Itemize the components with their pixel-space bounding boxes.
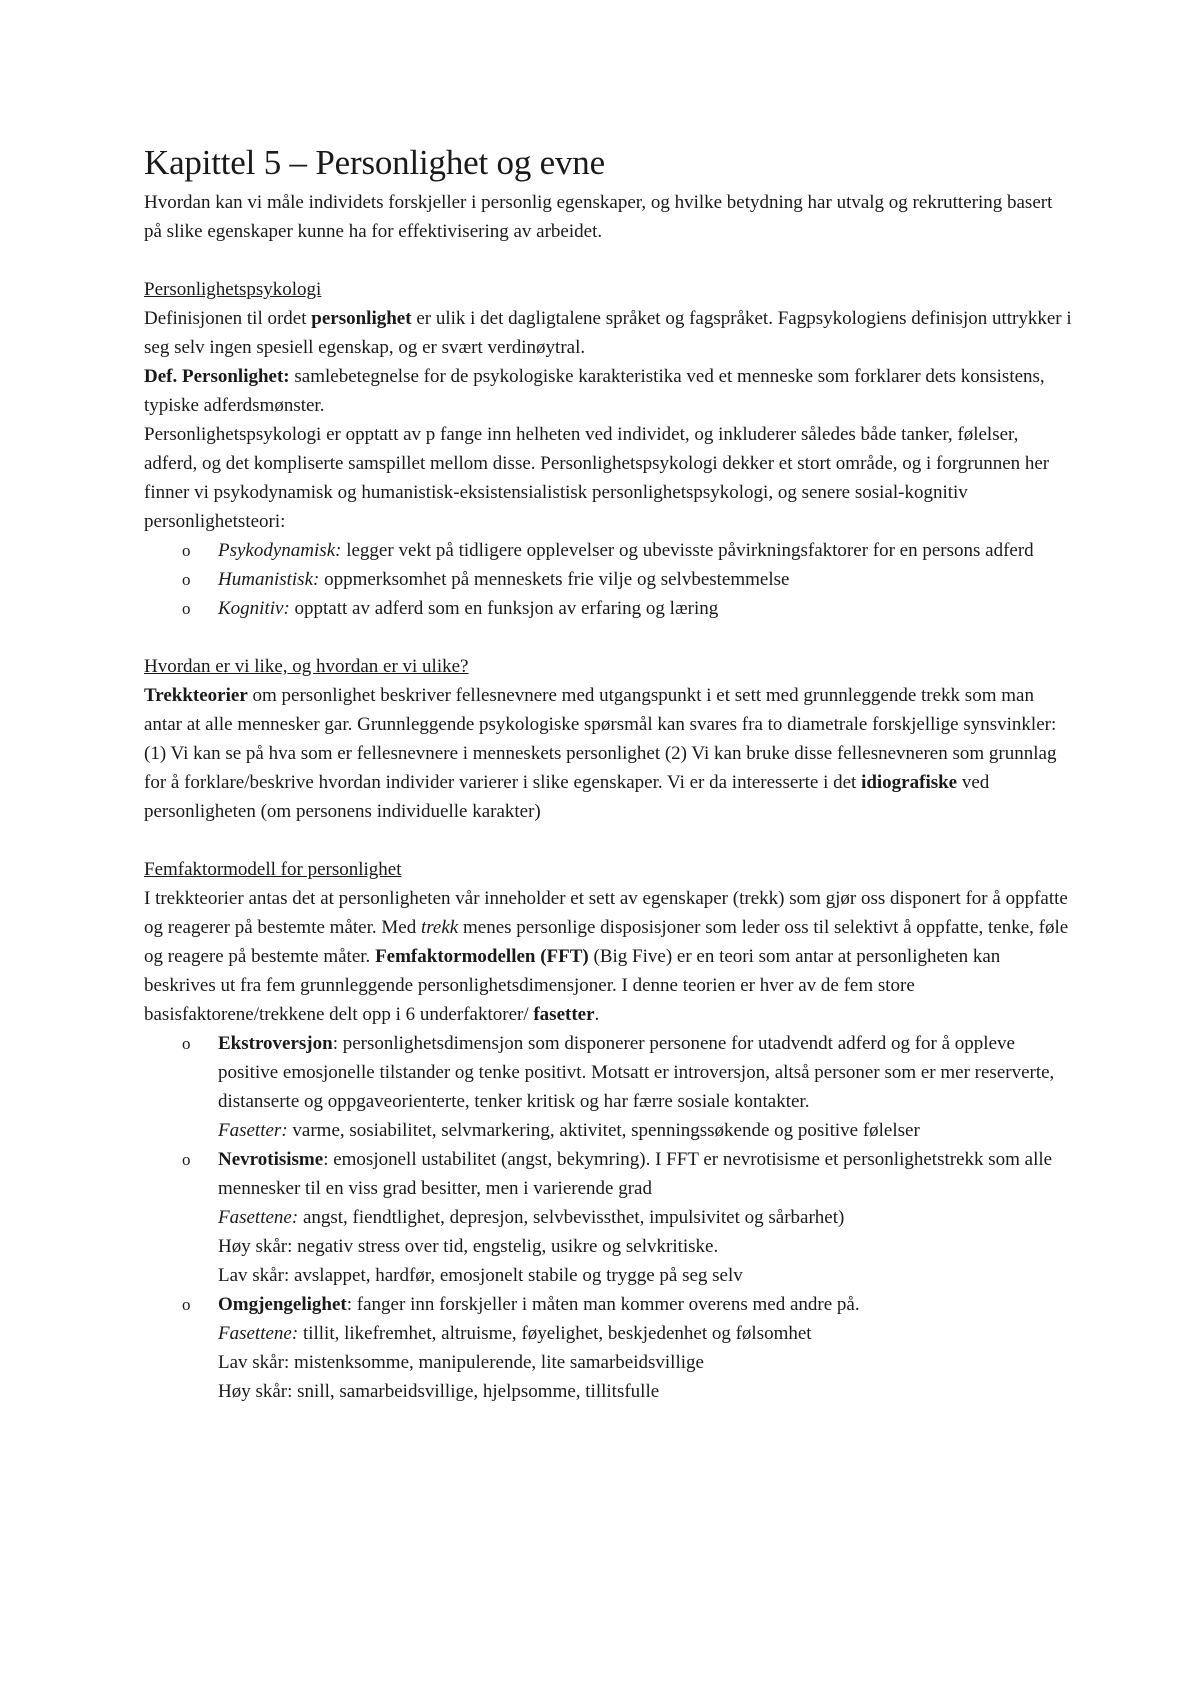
intro-paragraph: Hvordan kan vi måle individets forskjeller i personlig egenskaper, og hvilke betydning har utvalg og rekruttering basert på slike egenskaper kunne ha for effektivisering av arbeidet. [144, 192, 1053, 242]
list-approaches [144, 536, 1074, 623]
section-heading-personlighetspsykologi: Personlighetspsykologi [144, 279, 322, 300]
list-item-nevrotisisme: o Nevrotisisme: emosjonell ustabilitet (angst, bekymring). I FFT er nevrotisisme et personlighetstrekk som alle mennesker til en viss grad besitter, men i varierende grad Fasettene: angst, fiendtlighet, depresjon, selvbevissthet, impulsivitet og sårbarhet) Høy skår: negativ stress over tid, engstelig, usikre og selvkritiske. Lav skår: avslappet, hardfør, emosjonelt stabile og trygge på seg selv [144, 1145, 1074, 1290]
paragraph-def-personlighet: Def. Personlighet: samlebetegnelse for de psykologiske karakteristika ved et menneske som forklarer dets konsistens, typiske adferdsmønster. [144, 366, 1045, 416]
list-item: o Psykodynamisk: legger vekt på tidligere opplevelser og ubevisste påvirkningsfaktorer for en persons adferd [144, 536, 1074, 565]
list-item: o Kognitiv: opptatt av adferd som en funksjon av erfaring og læring [144, 594, 1074, 623]
bullet-icon: o [182, 570, 191, 589]
paragraph-femfaktor: I trekkteorier antas det at personligheten vår inneholder et sett av egenskaper (trekk) som gjør oss disponert for å oppfatte og reagerer på bestemte måter. Med trekk menes personlige disposisjoner som leder oss til selektivt å oppfatte, tenke, føle og reagere på bestemte måter. Femfaktormodellen (FFT) (Big Five) er en teori som antar at personligheten kan beskrives ut fra fem grunnleggende personlighetsdimensjoner. I denne teorien er hver av de fem store basisfaktorene/trekkene delt opp i 6 underfaktorer/ fasetter. [144, 888, 1069, 1025]
section-heading-like-ulike: Hvordan er vi like, og hvordan er vi ulike? [144, 656, 469, 677]
list-factors [144, 1029, 1074, 1406]
document-body [144, 140, 1074, 1406]
bullet-icon: o [182, 599, 191, 618]
paragraph-definition: Definisjonen til ordet personlighet er ulik i det dagligtalene språket og fagspråket. Fagpsykologiens definisjon uttrykker i seg selv ingen spesiell egenskap, og er svært verdinøytral. [144, 308, 1072, 358]
bullet-icon: o [182, 541, 191, 560]
bullet-icon: o [182, 1295, 191, 1314]
section-heading-femfaktormodell: Femfaktormodell for personlighet [144, 859, 402, 880]
paragraph-personlighetspsykologi: Personlighetspsykologi er opptatt av p fange inn helheten ved individet, og inkluderer således både tanker, følelser, adferd, og det kompliserte samspillet mellom disse. Personlighetspsykologi dekker et stort område, og i forgrunnen her finner vi psykodynamisk og humanistisk-eksistensialistisk personlighetspsykologi, og senere sosial-kognitiv personlighetsteori: [144, 424, 1050, 532]
bullet-icon: o [182, 1150, 191, 1169]
list-item-ekstroversjon: o Ekstroversjon: personlighetsdimensjon som disponerer personene for utadvendt adferd og for å oppleve positive emosjonelle tilstander og tenke positivt. Motsatt er introversjon, altså personer som er mer reserverte, distanserte og oppgaveorienterte, tenker kritisk og har færre sosiale kontakter. Fasetter: varme, sosiabilitet, selvmarkering, aktivitet, spenningssøkende og positive følelser [144, 1029, 1074, 1145]
bullet-icon: o [182, 1034, 191, 1053]
list-item: o Humanistisk: oppmerksomhet på menneskets frie vilje og selvbestemmelse [144, 565, 1074, 594]
page-title: Kapittel 5 – Personlighet og evne [144, 143, 605, 182]
paragraph-trekkteorier: Trekkteorier om personlighet beskriver fellesnevnere med utgangspunkt i et sett med grunnleggende trekk som man antar at alle mennesker gar. Grunnleggende psykologiske spørsmål kan svares fra to diametrale forskjellige synsvinkler: (1) Vi kan se på hva som er fellesnevnere i menneskets personlighet (2) Vi kan bruke disse fellesnevneren som grunnlag for å forklare/beskrive hvordan individer varierer i slike egenskaper. Vi er da interesserte i det idiografiske ved personligheten (om personens individuelle karakter) [144, 685, 1057, 822]
list-item-omgjengelighet: o Omgjengelighet: fanger inn forskjeller i måten man kommer overens med andre på. Fasettene: tillit, likefremhet, altruisme, føyelighet, beskjedenhet og følsomhet Lav skår: mistenksomme, manipulerende, lite samarbeidsvillige Høy skår: snill, samarbeidsvillige, hjelpsomme, tillitsfulle [144, 1290, 1074, 1406]
